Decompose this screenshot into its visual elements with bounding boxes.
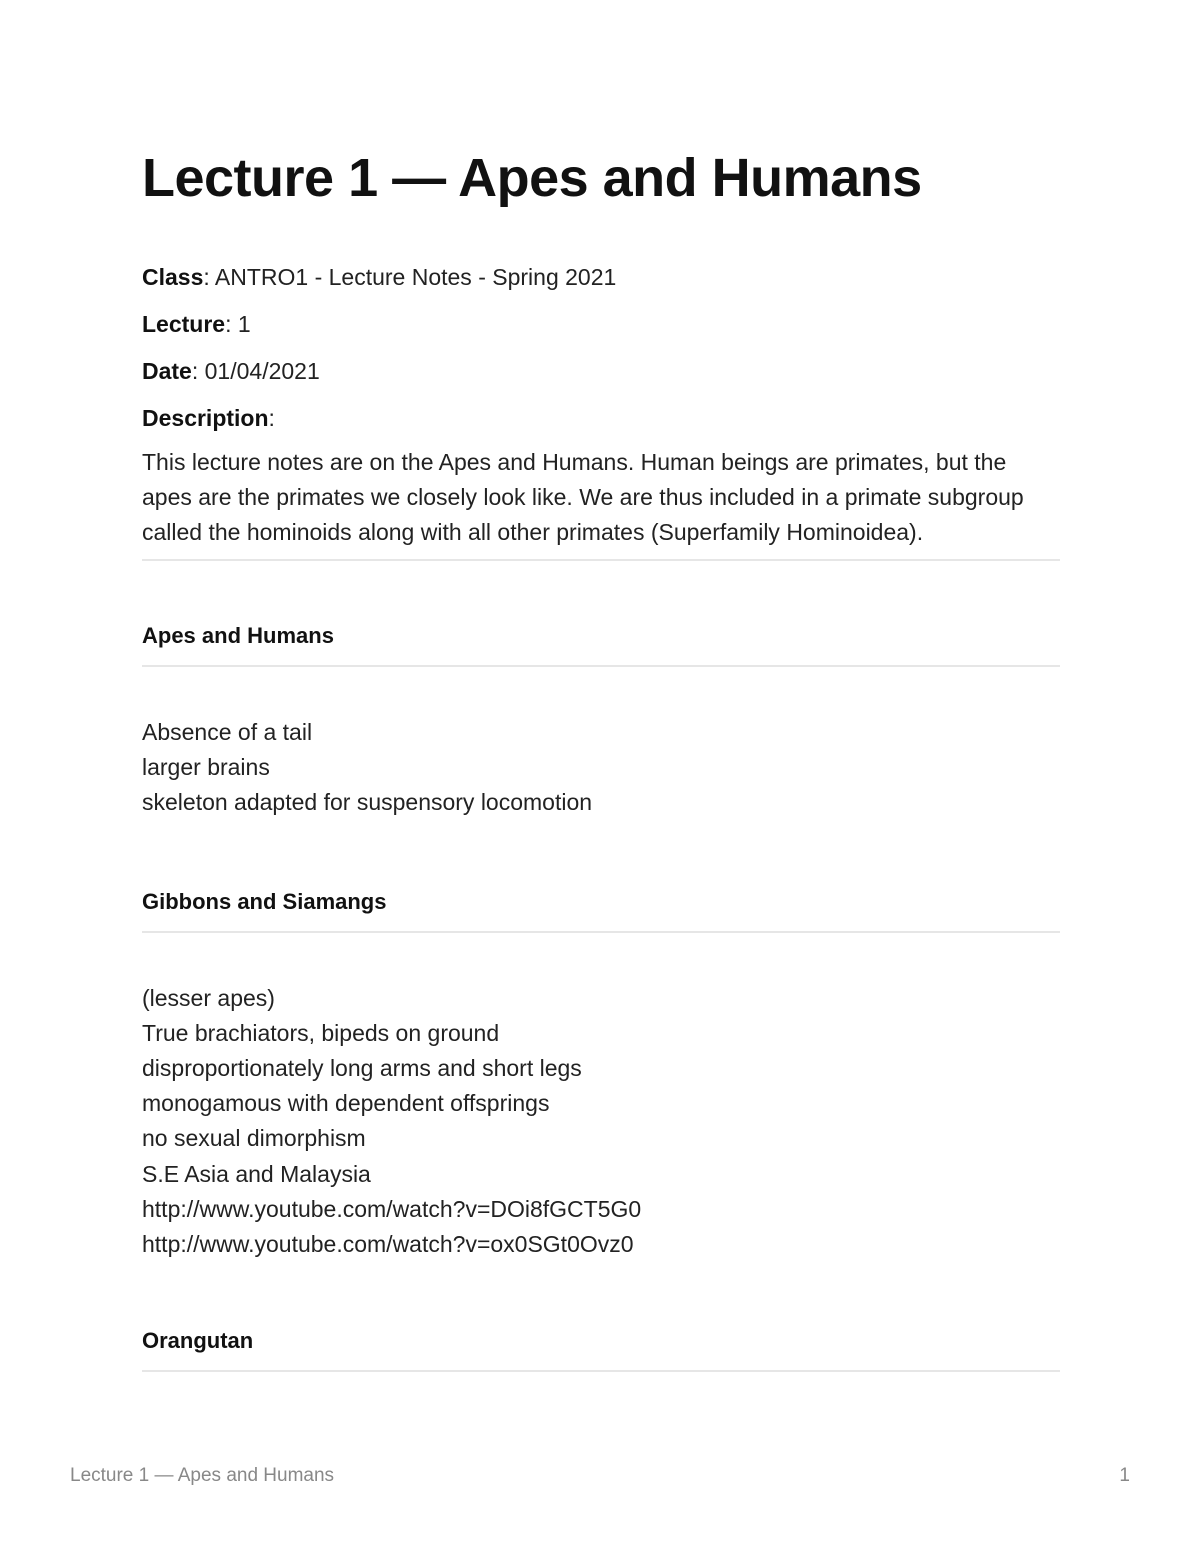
section-heading-orangutan: Orangutan: [142, 1328, 254, 1354]
divider: [142, 665, 1060, 667]
list-item: larger brains: [142, 754, 270, 781]
list-item: monogamous with dependent offsprings: [142, 1090, 550, 1117]
property-value: ANTRO1 - Lecture Notes - Spring 2021: [214, 264, 617, 290]
property-date: Date: 01/04/2021: [142, 358, 320, 384]
section-body-gibbons-and-siamangs: [142, 981, 1060, 1263]
property-key: Date: [142, 358, 192, 384]
footer-page-number: 1: [1119, 1465, 1130, 1486]
divider: [142, 931, 1060, 933]
section-body-apes-and-humans: [142, 715, 1060, 821]
section-heading-apes-and-humans: Apes and Humans: [142, 623, 334, 648]
link-text[interactable]: http://www.youtube.com/watch?v=ox0SGt0Ovz0: [142, 1231, 634, 1258]
property-key: Description: [142, 405, 269, 431]
document-content: [142, 140, 1060, 1372]
property-class: Class: ANTRO1 - Lecture Notes - Spring 2021: [142, 264, 617, 290]
properties-block: [142, 262, 1060, 433]
description-text: This lecture notes are on the Apes and Humans. Human beings are primates, but the apes are the primates we closely look like. We are thus included in a primate subgroup called the hominoids along with all other primates (Superfamily Hominoidea).: [142, 449, 1024, 545]
property-lecture: Lecture: 1: [142, 311, 251, 337]
divider: [142, 559, 1060, 561]
property-value: 1: [237, 311, 251, 337]
property-key: Lecture: [142, 311, 226, 337]
list-item: disproportionately long arms and short legs: [142, 1055, 582, 1082]
list-item: S.E Asia and Malaysia: [142, 1160, 371, 1187]
property-key: Class: [142, 264, 204, 290]
list-item: (lesser apes): [142, 984, 275, 1011]
property-description: Description:: [142, 405, 275, 431]
list-item: Absence of a tail: [142, 719, 313, 745]
list-item: True brachiators, bipeds on ground: [142, 1019, 500, 1046]
link-text[interactable]: http://www.youtube.com/watch?v=DOi8fGCT5G0: [142, 1195, 642, 1222]
divider: [142, 1370, 1060, 1372]
section-heading-gibbons-and-siamangs: Gibbons and Siamangs: [142, 888, 387, 914]
page-title: Lecture 1 — Apes and Humans: [142, 148, 922, 208]
list-item: no sexual dimorphism: [142, 1125, 366, 1152]
property-value: 01/04/2021: [204, 358, 320, 384]
list-item: skeleton adapted for suspensory locomotion: [142, 789, 593, 816]
footer-title: Lecture 1 — Apes and Humans: [70, 1465, 335, 1486]
